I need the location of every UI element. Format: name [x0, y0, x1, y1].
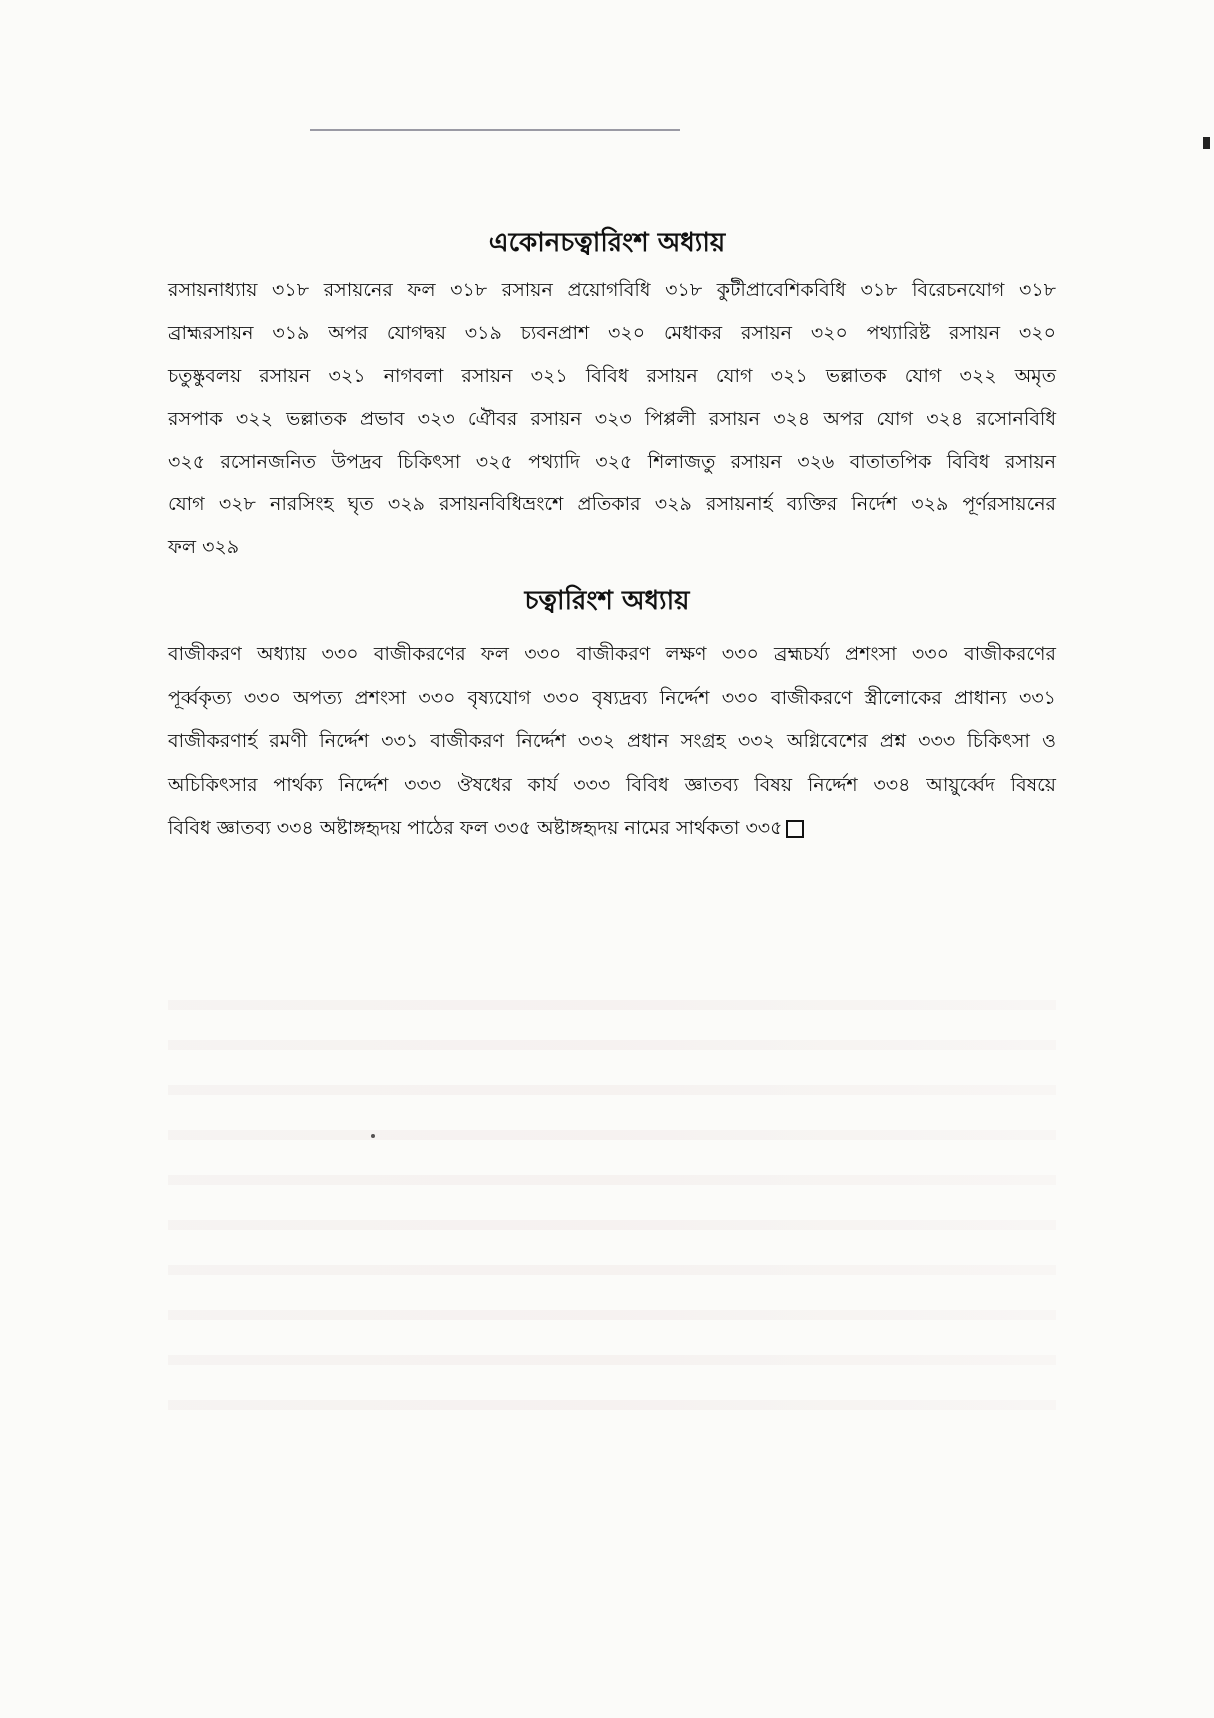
- toc-line-final: [168, 814, 1056, 846]
- bleed-through: [168, 1130, 1056, 1140]
- scan-mark: [1203, 137, 1210, 149]
- bleed-through: [168, 1310, 1056, 1320]
- bleed-through: [168, 1175, 1056, 1185]
- toc-line: চতুষ্কুবলয় রসায়ন ৩২১ নাগবলা রসায়ন ৩২১ বিবিধ রসায়ন যোগ ৩২১ ভল্লাতক যোগ ৩২২ অমৃত: [168, 365, 1056, 387]
- bleed-through: [168, 1085, 1056, 1095]
- bleed-through: [168, 1040, 1056, 1050]
- toc-line: ফল ৩২৯: [168, 536, 240, 558]
- toc-line: যোগ ৩২৮ নারসিংহ ঘৃত ৩২৯ রসায়নবিধিভ্রংশে প্রতিকার ৩২৯ রসায়নার্হ ব্যক্তির নির্দেশ ৩২৯ পূর্ণরসায়নের: [168, 493, 1056, 515]
- header-rule: [310, 129, 680, 131]
- toc-line: পূর্ব্বকৃত্য ৩৩০ অপত্য প্রশংসা ৩৩০ বৃষ্যযোগ ৩৩০ বৃষ্যদ্রব্য নির্দ্দেশ ৩৩০ বাজীকরণে স্ত্রীলোকের প্রাধান্য ৩৩১: [168, 687, 1056, 709]
- chapter-39-title: একোনচত্বারিংশ অধ্যায়: [488, 228, 726, 258]
- toc-line: ব্রাহ্মরসায়ন ৩১৯ অপর যোগদ্বয় ৩১৯ চ্যবনপ্রাশ ৩২০ মেধাকর রসায়ন ৩২০ পথ্যারিষ্ট রসায়ন ৩২০: [168, 322, 1056, 344]
- toc-line: অচিকিৎসার পার্থক্য নির্দ্দেশ ৩৩৩ ঔষধের কার্য ৩৩৩ বিবিধ জ্ঞাতব্য বিষয় নির্দ্দেশ ৩৩৪ আয়ুর্ব্বেদ বিষয়ে: [168, 774, 1056, 796]
- bleed-through: [168, 1220, 1056, 1230]
- toc-line: বাজীকরণ অধ্যায় ৩৩০ বাজীকরণের ফল ৩৩০ বাজীকরণ লক্ষণ ৩৩০ ব্রহ্মচর্য্য প্রশংসা ৩৩০ বাজীকরণের: [168, 643, 1056, 665]
- bleed-through: [168, 1355, 1056, 1365]
- end-mark-square-icon: [786, 820, 804, 838]
- toc-line: ৩২৫ রসোনজনিত উপদ্রব চিকিৎসা ৩২৫ পথ্যাদি ৩২৫ শিলাজতু রসায়ন ৩২৬ বাতাতপিক বিবিধ রসায়ন: [168, 451, 1056, 473]
- bleed-through: [168, 1000, 1056, 1010]
- bleed-through: [168, 1400, 1056, 1410]
- toc-line: বাজীকরণার্হ রমণী নির্দ্দেশ ৩৩১ বাজীকরণ নির্দ্দেশ ৩৩২ প্রধান সংগ্রহ ৩৩২ অগ্নিবেশের প্রশ্ন ৩৩৩ চিকিৎসা ও: [168, 730, 1056, 752]
- chapter-40-title: চত্বারিংশ অধ্যায়: [524, 586, 690, 616]
- bleed-through: [168, 1265, 1056, 1275]
- toc-line: রসপাক ৩২২ ভল্লাতক প্রভাব ৩২৩ ঐৌবর রসায়ন ৩২৩ পিপ্পলী রসায়ন ৩২৪ অপর যোগ ৩২৪ রসোনবিধি: [168, 408, 1056, 430]
- toc-line: রসায়নাধ্যায় ৩১৮ রসায়নের ফল ৩১৮ রসায়ন প্রয়োগবিধি ৩১৮ কুটীপ্রাবেশিকবিধি ৩১৮ বিরেচনযোগ ৩১৮: [168, 279, 1056, 301]
- toc-line-text: বিবিধ জ্ঞাতব্য ৩৩৪ অষ্টাঙ্গহৃদয় পাঠের ফল ৩৩৫ অষ্টাঙ্গহৃদয় নামের সার্থকতা ৩৩৫: [168, 817, 783, 839]
